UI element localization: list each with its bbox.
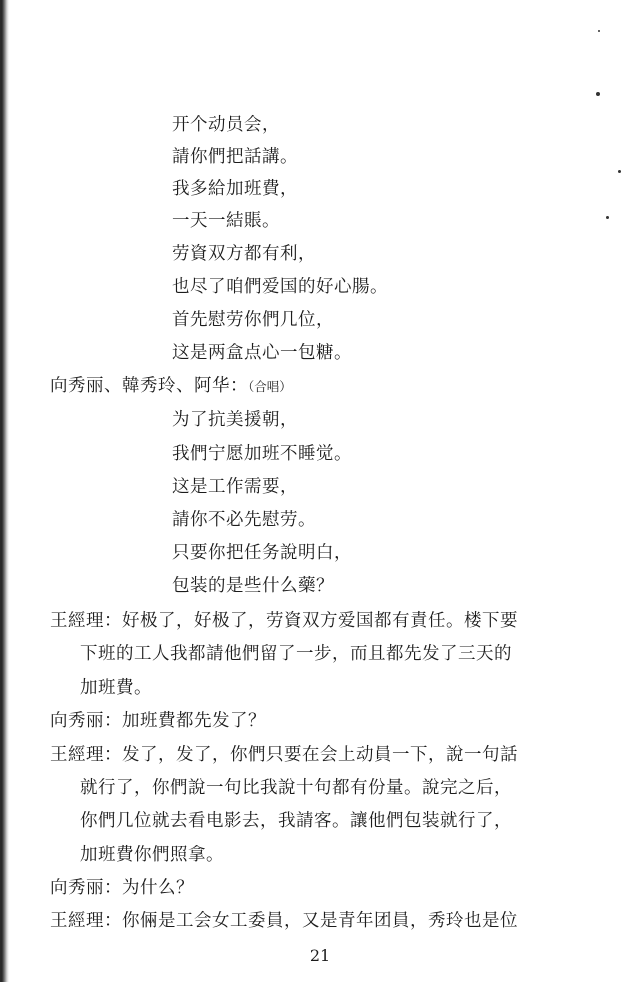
scan-speck [598,30,600,32]
dialogue-line: 王經理：好极了，好极了，劳資双方爱国都有責任。楼下要 [50,611,518,631]
verse-line: 这是工作需要， [172,477,298,497]
page-number: 21 [309,946,331,965]
verse-line: 首先慰劳你們几位， [172,310,334,330]
dialogue-line: 王經理：你倆是工会女工委員，又是青年团員，秀玲也是位 [50,911,518,931]
verse-line: 开个动员会， [172,115,280,135]
scan-speck [618,170,621,173]
verse-line: 一天一結賬。 [172,211,280,231]
binding-edge [0,0,9,982]
verse-line: 我多給加班費， [172,179,298,199]
dialogue-line: 加班費你們照拿。 [80,845,224,865]
speaker-names: 向秀丽、韓秀玲、阿华： [50,376,248,396]
dialogue-line: 加班費。 [80,678,152,698]
verse-line: 这是两盒点心一包糖。 [172,343,352,363]
verse-line: 請你們把話講。 [172,147,298,167]
verse-line: 也尽了咱們爱国的好心腸。 [172,277,388,297]
verse-line: 包装的是些什么藥？ [172,576,334,596]
verse-line: 劳資双方都有利， [172,244,316,264]
dialogue-line: 向秀丽：加班費都先发了？ [50,711,266,731]
dialogue-line: 王經理：发了，发了，你們只要在会上动員一下，說一句話 [50,745,518,765]
dialogue-line: 你們几位就去看电影去，我請客。讓他們包装就行了， [80,811,512,831]
verse-line: 只要你把任务說明白， [172,543,352,563]
dialogue-line: 向秀丽：为什么？ [50,878,194,898]
verse-line: 請你不必先慰劳。 [172,510,316,530]
chorus-speaker-line [50,375,292,398]
scan-speck [596,92,600,96]
dialogue-line: 就行了，你們說一句比我說十句都有份量。說完之后， [80,778,512,798]
verse-line: 为了抗美援朝， [172,410,298,430]
stage-direction: （合唱） [248,379,292,394]
dialogue-line: 下班的工人我都請他們留了一步，而且都先发了三天的 [80,644,512,664]
scan-speck [606,216,609,219]
verse-line: 我們宁愿加班不睡觉。 [172,444,352,464]
